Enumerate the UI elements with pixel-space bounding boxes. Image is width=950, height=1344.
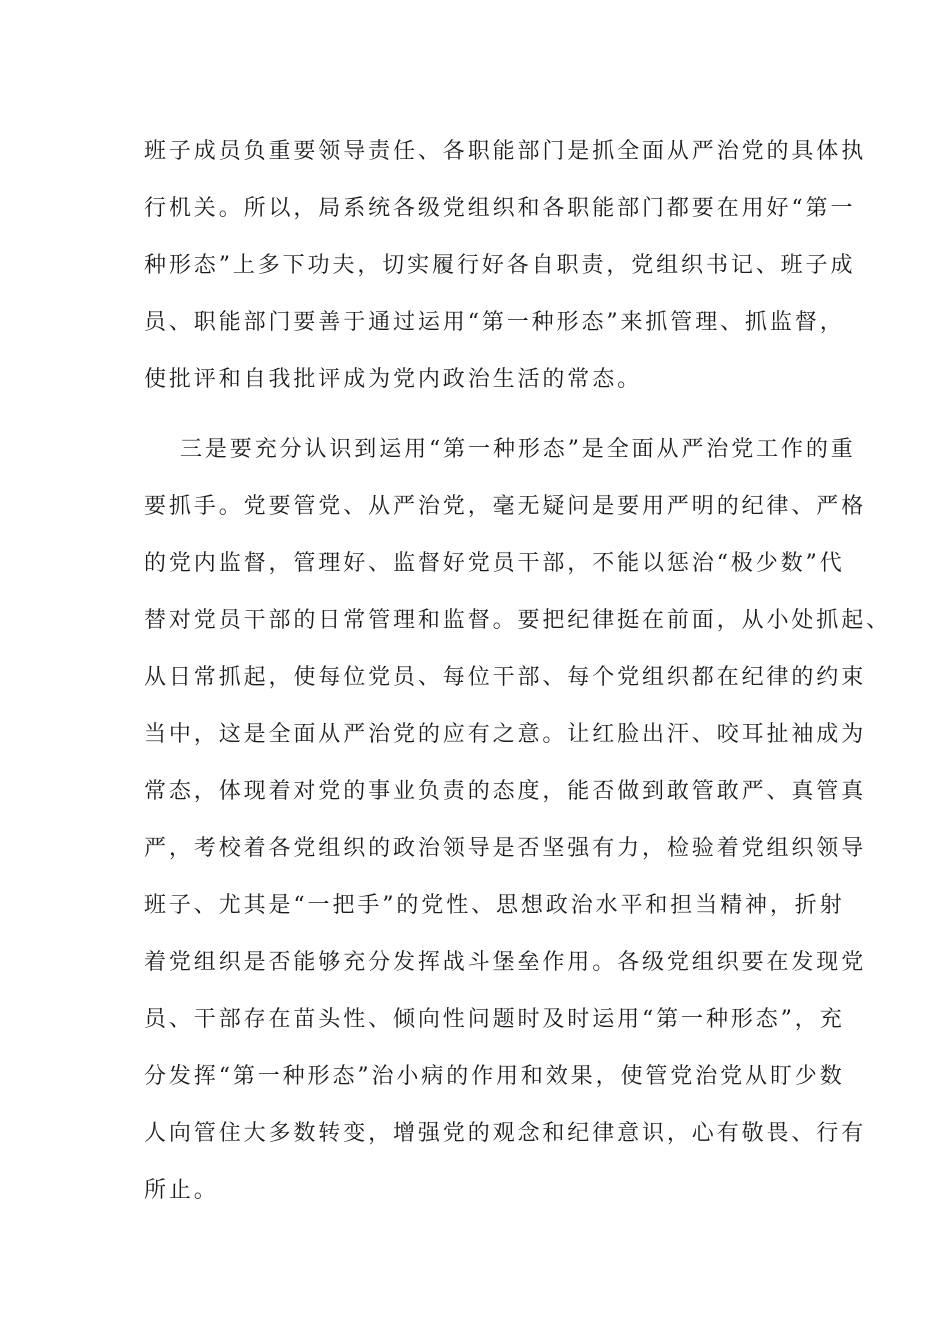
text-line: 当中，这是全面从严治党的应有之意。让红脸出汗、咬耳扯袖成为	[144, 722, 867, 747]
text-line: 三是要充分认识到运用“第一种形态”是全面从严治党工作的重	[180, 437, 856, 462]
text-line: 严，考校着各党组织的政治领导是否坚强有力，检验着党组织领导	[144, 836, 867, 861]
text-line: 人向管住大多数转变，增强党的观念和纪律意识，心有敬畏、行有	[144, 1121, 867, 1146]
text-line: 员、职能部门要善于通过运用“第一种形态”来抓管理、抓监督，	[144, 310, 845, 335]
text-line: 员、干部存在苗头性、倾向性问题时及时运用“第一种形态”，充	[144, 1007, 845, 1032]
text-line: 班子、尤其是“一把手”的党性、思想政治水平和担当精神，折射	[144, 893, 845, 918]
text-line: 从日常抓起，使每位党员、每位干部、每个党组织都在纪律的约束	[144, 665, 867, 690]
text-line: 使批评和自我批评成为党内政治生活的常态。	[144, 367, 643, 392]
text-line: 着党组织是否能够充分发挥战斗堡垒作用。各级党组织要在发现党	[144, 950, 867, 975]
text-line: 种形态”上多下功夫，切实履行好各自职责，党组织书记、班子成	[144, 253, 856, 278]
text-line: 常态，体现着对党的事业负责的态度，能否做到敢管敢严、真管真	[144, 779, 867, 804]
text-line: 的党内监督，管理好、监督好党员干部，不能以惩治“极少数”代	[144, 551, 845, 576]
text-line: 班子成员负重要领导责任、各职能部门是抓全面从严治党的具体执	[144, 139, 867, 164]
text-line: 分发挥“第一种形态”治小病的作用和效果，使管党治党从盯少数	[144, 1064, 845, 1089]
text-line: 行机关。所以，局系统各级党组织和各职能部门都要在用好“第一	[144, 196, 856, 221]
text-line: 替对党员干部的日常管理和监督。要把纪律挺在前面，从小处抓起、	[144, 608, 892, 633]
text-line: 要抓手。党要管党、从严治党，毫无疑问是要用严明的纪律、严格	[144, 494, 867, 519]
text-line: 所止。	[144, 1178, 219, 1203]
